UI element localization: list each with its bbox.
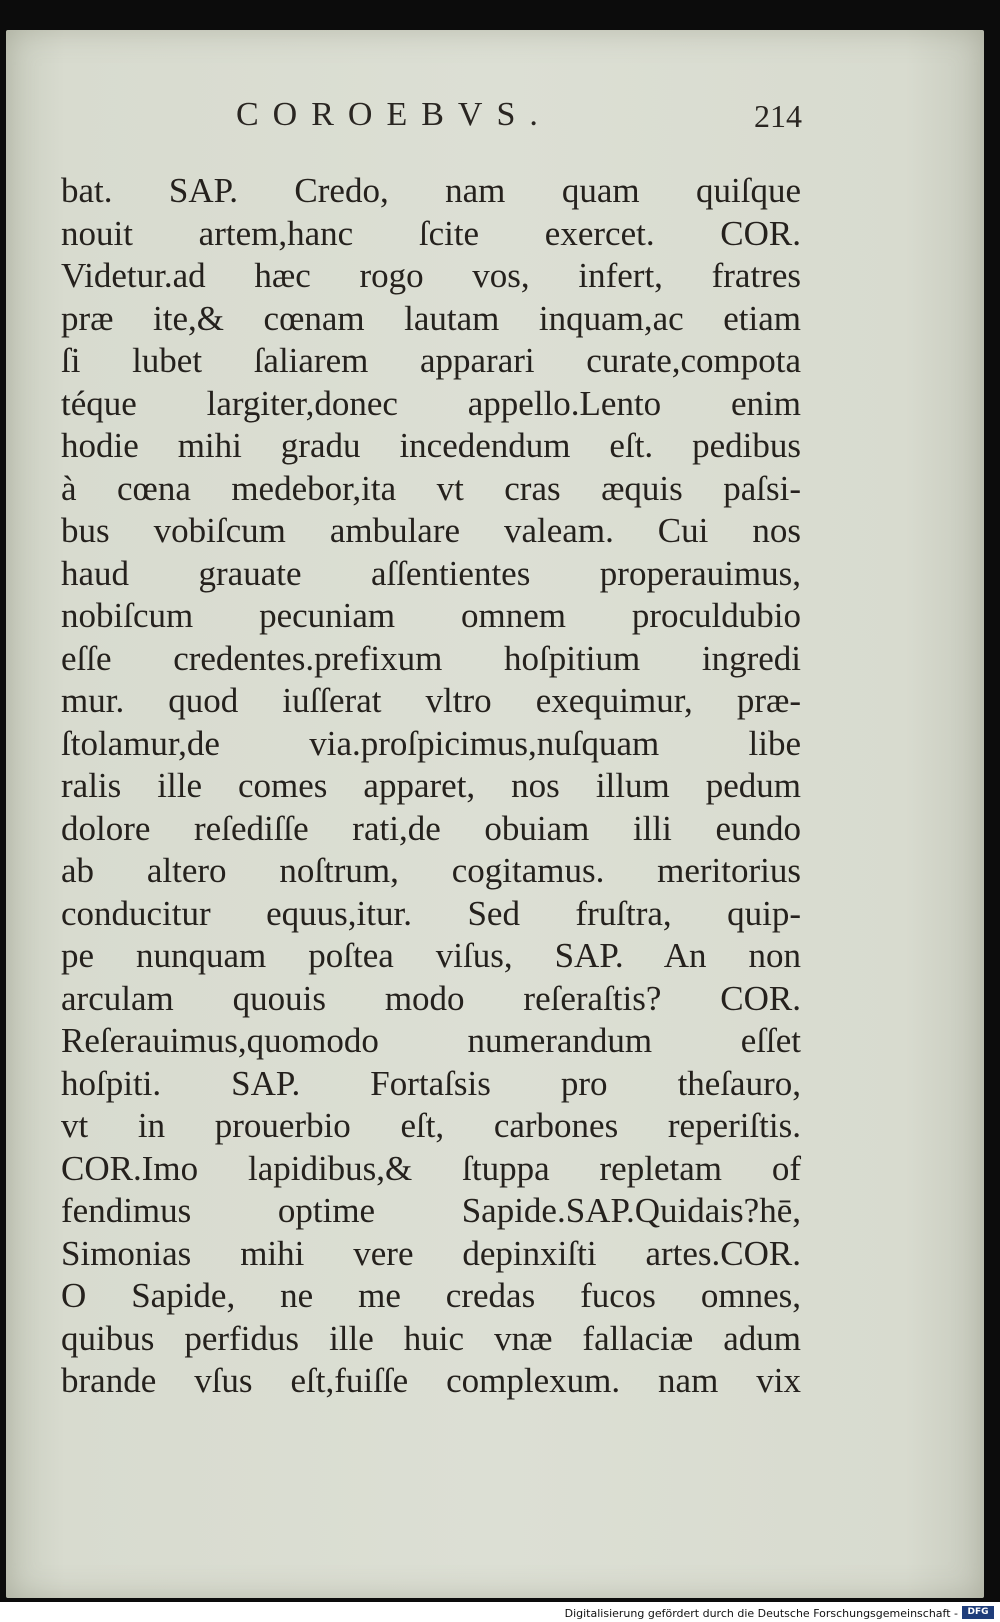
book-page	[6, 30, 984, 1598]
text-line: Simonias mihi vere depinxiſti artes.COR.	[61, 1233, 801, 1273]
page-header	[6, 96, 984, 136]
text-line: brande vſus eſt,fuiſſe complexum. nam vix	[61, 1361, 801, 1400]
text-line: pe nunquam poſtea viſus, SAP. An non	[61, 936, 801, 975]
text-line: hodie mihi gradu incedendum eſt. pedibus	[61, 426, 801, 465]
text-line: COR.Imo lapidibus,& ſtuppa repletam of	[61, 1148, 801, 1188]
text-line: Reſerauimus,quomodo numerandum eſſet	[61, 1021, 801, 1060]
text-line: nobiſcum pecuniam omnem proculdubio	[61, 596, 801, 635]
text-line: à cœna medebor,ita vt cras æquis paſsi-	[61, 468, 801, 508]
text-line: bus vobiſcum ambulare valeam. Cui nos	[61, 511, 801, 550]
text-line: nouit artem,hanc ſcite exercet. COR.	[61, 213, 801, 253]
funding-credit: Digitalisierung gefördert durch die Deutsche Forschungsgemeinschaft -	[564, 1607, 958, 1620]
text-line: eſſe credentes.prefixum hoſpitium ingredi	[61, 638, 801, 678]
text-line: vt in prouerbio eſt, carbones reperiſtis.	[61, 1106, 801, 1145]
text-line: téque largiter,donec appello.Lento enim	[61, 383, 801, 423]
body-text	[61, 170, 801, 1403]
text-line: ab altero noſtrum, cogitamus. meritorius	[61, 851, 801, 890]
text-line: hoſpiti. SAP. Fortaſsis pro theſauro,	[61, 1063, 801, 1103]
running-title: COROEBVS.	[236, 96, 552, 133]
digitization-footer	[0, 1602, 1000, 1622]
text-line: ſtolamur,de via.proſpicimus,nuſquam libe	[61, 723, 801, 763]
text-line: præ ite,& cœnam lautam inquam,ac etiam	[61, 298, 801, 338]
text-line: quibus perfidus ille huic vnæ fallaciæ adum	[61, 1318, 801, 1358]
text-line: Videtur.ad hæc rogo vos, infert, fratres	[61, 256, 801, 295]
text-line: ſi lubet ſaliarem apparari curate,compota	[61, 341, 801, 380]
text-line: mur. quod iuſſerat vltro exequimur, præ-	[61, 681, 801, 720]
text-line: O Sapide, ne me credas fucos omnes,	[61, 1276, 801, 1315]
text-line: haud grauate aſſentientes properauimus,	[61, 553, 801, 593]
text-line: fendimus optime Sapide.SAP.Quidais?hē,	[61, 1191, 801, 1230]
text-line: arculam quouis modo reſeraſtis? COR.	[61, 978, 801, 1018]
text-line: conducitur equus,itur. Sed fruſtra, quip-	[61, 893, 801, 933]
text-line: ralis ille comes apparet, nos illum pedum	[61, 766, 801, 805]
page-number: 214	[754, 98, 802, 134]
dfg-logo-icon: DFG	[962, 1606, 994, 1619]
text-line: bat. SAP. Credo, nam quam quiſque	[61, 171, 801, 210]
text-line: dolore reſediſſe rati,de obuiam illi eundo	[61, 808, 801, 848]
